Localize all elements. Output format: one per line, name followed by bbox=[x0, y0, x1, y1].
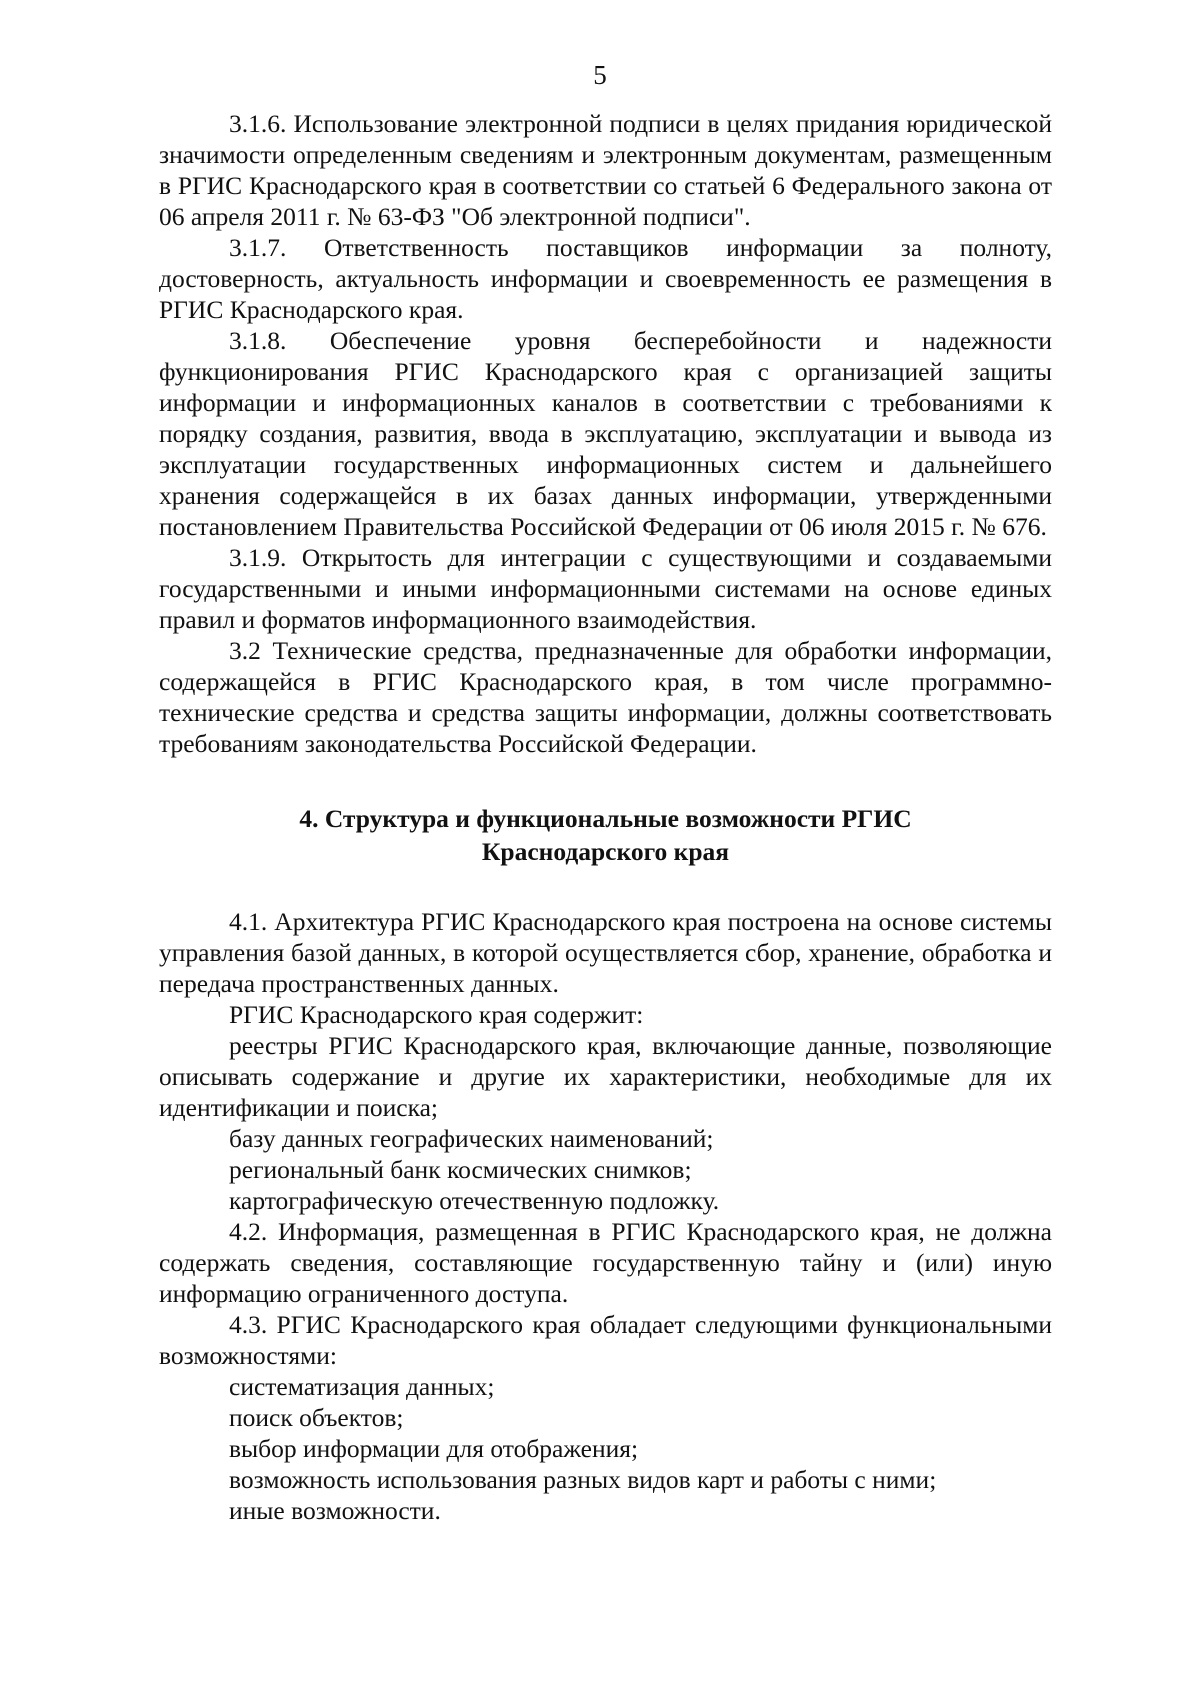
paragraph-3-1-6: 3.1.6. Использование электронной подписи в целях придания юридической значимости определенным сведениям и электронным документам, размещенным в РГИС Краснодарского края в соответствии со статьей 6 Федерального закона от 06 апреля 2011 г. № 63-ФЗ "Об электронной подписи". bbox=[159, 109, 1052, 231]
paragraph-3-2: 3.2 Технические средства, предназначенные для обработки информации, содержащейся в РГИС Краснодарского края, в том числе программно-технические средства и средства защиты информации, должны соответствовать требованиям законодательства Российской Федерации. bbox=[159, 636, 1052, 758]
capability-item: иные возможности. bbox=[229, 1496, 441, 1525]
contains-item-geonames: базу данных географических наименований; bbox=[229, 1124, 714, 1153]
contains-intro: РГИС Краснодарского края содержит: bbox=[229, 1000, 644, 1029]
paragraph-3-1-7: 3.1.7. Ответственность поставщиков информации за полноту, достоверность, актуальность информации и своевременность ее размещения в РГИС Краснодарского края. bbox=[159, 233, 1052, 324]
page-number: 5 bbox=[593, 60, 607, 90]
paragraph-4-3: 4.3. РГИС Краснодарского края обладает следующими функциональными возможностями: bbox=[159, 1310, 1052, 1370]
contains-item-basemap: картографическую отечественную подложку. bbox=[229, 1186, 720, 1215]
contains-item-satellite-bank: региональный банк космических снимков; bbox=[229, 1155, 692, 1184]
section-4-heading-line-1: 4. Структура и функциональные возможности РГИС bbox=[299, 804, 912, 833]
document-body bbox=[159, 108, 1052, 1526]
section-4-heading bbox=[159, 802, 1052, 868]
paragraph-3-1-8: 3.1.8. Обеспечение уровня бесперебойности и надежности функционирования РГИС Краснодарского края с организацией защиты информации и информационных каналов в соответствии с требованиями к порядку создания, развития, ввода в эксплуатацию, эксплуатации и вывода из эксплуатации государственных информационных систем и дальнейшего хранения содержащейся в их базах данных информации, утвержденными постановлением Правительства Российской Федерации от 06 июля 2015 г. № 676. bbox=[159, 326, 1052, 541]
capability-item: поиск объектов; bbox=[229, 1403, 404, 1432]
capability-item: выбор информации для отображения; bbox=[229, 1434, 639, 1463]
capability-item: возможность использования разных видов карт и работы с ними; bbox=[229, 1465, 937, 1494]
paragraph-4-1: 4.1. Архитектура РГИС Краснодарского края построена на основе системы управления базой данных, в которой осуществляется сбор, хранение, обработка и передача пространственных данных. bbox=[159, 907, 1052, 998]
paragraph-3-1-9: 3.1.9. Открытость для интеграции с существующими и создаваемыми государственными и иными информационными системами на основе единых правил и форматов информационного взаимодействия. bbox=[159, 543, 1052, 634]
section-4-heading-line-2: Краснодарского края bbox=[481, 837, 730, 866]
paragraph-4-2: 4.2. Информация, размещенная в РГИС Краснодарского края, не должна содержать сведения, составляющие государственную тайну и (или) иную информацию ограниченного доступа. bbox=[159, 1217, 1052, 1308]
capability-item: систематизация данных; bbox=[229, 1372, 495, 1401]
contains-item-registries: реестры РГИС Краснодарского края, включающие данные, позволяющие описывать содержание и другие их характеристики, необходимые для их идентификации и поиска; bbox=[159, 1031, 1052, 1122]
